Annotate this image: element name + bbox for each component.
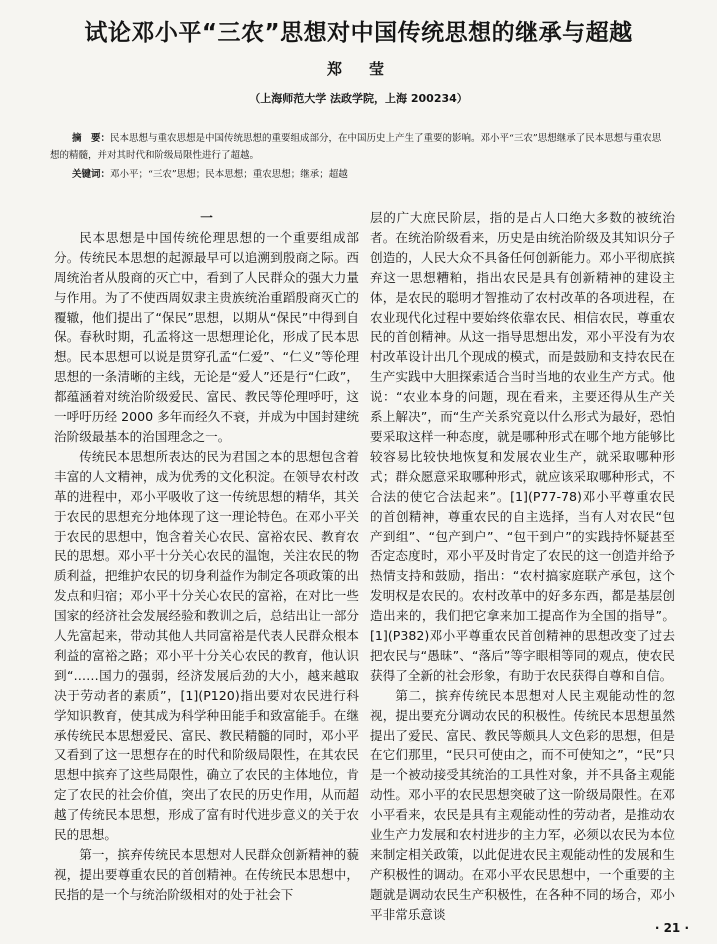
abstract-label: 摘 要： (72, 133, 111, 144)
page-number: · 21 · (654, 921, 689, 935)
body-paragraph: 民本思想是中国传统伦理思想的一个重要组成部分。传统民本思想的起源最早可以追溯到殷商之际。西周统治者从殷商的灭亡中，看到了人民群众的强大力量与作用。为了不使西周奴隶主贵族统治重蹈殷商灭亡的覆辙，他们提出了“保民”思想，以期从“保民”中得到自保。春秋时期，孔孟将这一思想理论化，形成了民本思想。民本思想可以说是贯穿孔孟“仁爱”、“仁义”等伦理思想的一条清晰的主线，无论是“爱人”还是行“仁政”，都蕴涵着对统治阶级爱民、富民、教民等伦理呼吁，这一呼吁历经 2000 多年而经久不衰，并成为中国封建统治阶级最基本的治国理念之一。 (54, 229, 359, 444)
body-paragraph: 第一，摈弃传统民本思想对人民群众创新精神的藐视，提出要尊重农民的首创精神。在传统民本思想中，民指的是一个与统治阶级相对的处于社会下 (54, 847, 359, 902)
abstract-paragraph (50, 130, 667, 164)
author-affiliation: （上海师范大学 法政学院，上海 200234） (249, 92, 468, 105)
paper-title: 试论邓小平“三农”思想对中国传统思想的继承与超越 (84, 20, 633, 46)
abstract-text: 民本思想与重农思想是中国传统思想的重要组成部分，在中国历史上产生了重要的影响。邓小平“三农”思想继承了民本思想与重农思想的精髓，并对其时代和阶级局限性进行了超越。 (50, 133, 662, 161)
author-name: 郑 莹 (326, 60, 390, 78)
right-column (370, 208, 675, 922)
abstract-block (50, 130, 667, 183)
keywords-label: 关键词： (72, 169, 111, 180)
keywords-text: 邓小平；“三农”思想；民本思想；重农思想；继承；超越 (110, 169, 348, 180)
keywords-line (50, 166, 667, 183)
body-paragraph: 层的广大庶民阶层，指的是占人口绝大多数的被统治者。在统治阶级看来，历史是由统治阶级及其知识分子创造的，人民大众不具备任何创新能力。邓小平彻底摈弃这一思想糟粕，指出农民是具有创新精神的建设主体，是农民的聪明才智推动了农村改革的各项进程，在农业现代化过程中要始终依靠农民、相信农民，尊重农民的首创精神。从这一指导思想出发，邓小平没有为农村改革设计出几个现成的模式，而是鼓励和支持农民在生产实践中大胆探索适合当时当地的农业生产方式。他说：“农业本身的问题，现在看来，主要还得从生产关系上解决”，而“生产关系究竟以什么形式为最好，恐怕要采取这样一种态度，就是哪种形式在哪个地方能够比较容易比较快地恢复和发展农业生产，就采取哪种形式；群众愿意采取哪种形式，就应该采取哪种形式，不合法的使它合法起来”。[1](P77-78)邓小平尊重农民的首创精神，尊重农民的自主选择，当有人对农民“包产到组”、“包产到户”、“包干到户”的实践持怀疑甚至否定态度时，邓小平及时肯定了农民的这一创造并给予热情支持和鼓励，指出：“农村搞家庭联产承包，这个发明权是农民的。农村改革中的好多东西，都是基层创造出来的，我们把它拿来加工提高作为全国的指导”。[1](P382)邓小平尊重农民首创精神的思想改变了过去把农民与“愚昧”、“落后”等字眼相等同的观点，使农民获得了全新的社会形象，有助于农民获得自尊和自信。 (370, 210, 675, 683)
section-heading: 一 (200, 210, 213, 225)
left-column (54, 208, 359, 922)
body-paragraph: 第二，摈弃传统民本思想对人民主观能动性的忽视，提出要充分调动农民的积极性。传统民本思想虽然提出了爱民、富民、教民等颇具人文色彩的思想，但是在它们那里，“民只可使由之，而不可使知之”，“民”只是一个被动接受其统治的工具性对象，并不具备主观能动性。邓小平的农民思想突破了这一阶级局限性。在邓小平看来，农民是具有主观能动性的劳动者，是推动农业生产力发展和农村进步的主力军，必须以农民为本位来制定相关政策，以此促进农民主观能动性的发展和生产积极性的调动。在邓小平农民思想中，一个重要的主题就是调动农民生产积极性，在各种不同的场合，邓小平非常乐意谈 (370, 687, 675, 922)
body-paragraph: 传统民本思想所表达的民为君国之本的思想包含着丰富的人文精神，成为优秀的文化积淀。在领导农村改革的进程中，邓小平吸收了这一传统思想的精华，其关于农民的思想充分地体现了这一理论特色。在邓小平关于农民的思想中，饱含着关心农民、富裕农民、教育农民的思想。邓小平十分关心农民的温饱，关注农民的物质利益，把维护农民的切身利益作为制定各项政策的出发点和归宿；邓小平十分关心农民的富裕，在对比一些国家的经济社会发展经验和教训之后，总结出让一部分人先富起来，带动其他人共同富裕是代表人民群众根本利益的富裕之路；邓小平十分关心农民的教育，他认识到“……国力的强弱，经济发展后劲的大小，越来越取决于劳动者的素质”，[1](P120)指出要对农民进行科学知识教育，使其成为科学种田能手和致富能手。在继承传统民本思想爱民、富民、教民精髓的同时，邓小平又看到了这一思想存在的时代和阶级局限性，在其农民思想中摈弃了这些局限性，确立了农民的主体地位，肯定了农民的社会价值，突出了农民的历史作用，从而超越了传统民本思想，形成了富有时代进步意义的关于农民的思想。 (54, 448, 359, 843)
